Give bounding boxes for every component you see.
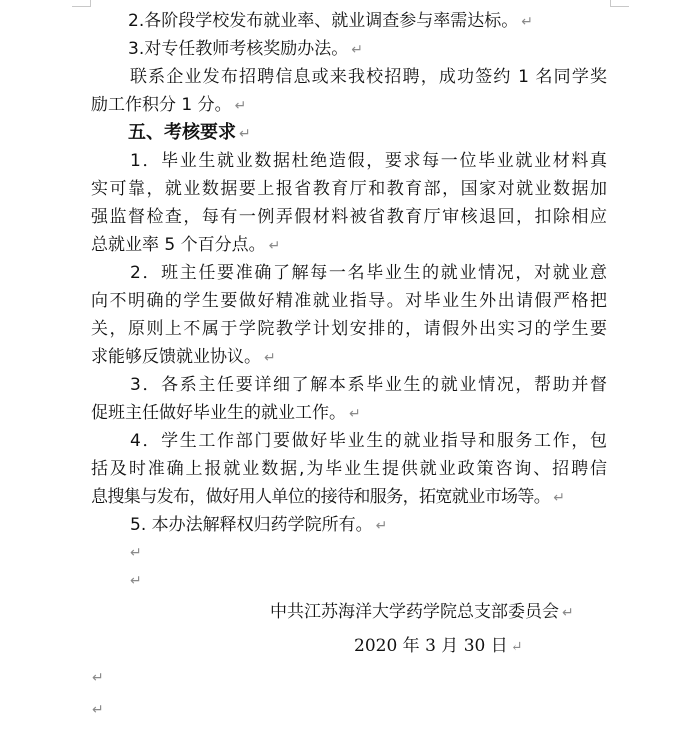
text-line: 励工作积分 1 分。 ↵ — [91, 95, 247, 115]
page-corner-mark-right — [610, 0, 629, 7]
text-line: 关，原则上不属于学院教学计划安排的，请假外出实习的学生要 — [91, 319, 607, 339]
paragraph-mark-icon: ↵ — [351, 42, 363, 58]
signature-org: 中共江苏海洋大学药学院总支部委员会 ↵ — [270, 602, 574, 622]
paragraph-mark-icon: ↵ — [375, 518, 388, 534]
paragraph-mark-icon: ↵ — [510, 639, 523, 655]
paragraph-mark-icon: ↵ — [553, 490, 565, 506]
text-line: 括及时准确上报就业数据,为毕业生提供就业政策咨询、招聘信 — [91, 459, 607, 479]
paragraph-mark-icon: ↵ — [92, 702, 104, 718]
paragraph-mark-icon: ↵ — [268, 238, 281, 254]
paragraph-mark-icon: ↵ — [239, 126, 251, 142]
text-line: 3.对专任教师考核奖励办法。 ↵ — [128, 39, 363, 59]
page-corner-mark-left — [72, 0, 91, 7]
paragraph-mark-icon: ↵ — [234, 98, 247, 114]
paragraph-mark-icon: ↵ — [264, 350, 276, 366]
paragraph-mark-icon: ↵ — [92, 670, 104, 686]
text-line: 求能够反馈就业协议。 ↵ — [91, 347, 276, 367]
text-line: 强监督检查，每有一例弄假材料被省教育厅审核退回，扣除相应 — [91, 207, 607, 227]
paragraph-mark-icon: ↵ — [130, 573, 142, 589]
paragraph-mark-icon: ↵ — [130, 545, 142, 561]
text-line: 5. 本办法解释权归药学院所有。 ↵ — [130, 515, 388, 535]
text-line: 3．各系主任要详细了解本系毕业生的就业情况，帮助并督 — [130, 375, 607, 395]
paragraph-mark-icon: ↵ — [349, 406, 361, 422]
paragraph-mark-icon: ↵ — [521, 14, 533, 30]
text-line: 息搜集与发布，做好用人单位的接待和服务，拓宽就业市场等。 ↵ — [91, 487, 565, 507]
paragraph-mark-icon: ↵ — [562, 605, 574, 621]
section-heading: 五、考核要求 ↵ — [128, 122, 251, 143]
signature-date: 2020 年 3 月 30 日 ↵ — [354, 636, 523, 656]
text-line: 4．学生工作部门要做好毕业生的就业指导和服务工作，包 — [130, 431, 607, 451]
text-line: 向不明确的学生要做好精准就业指导。对毕业生外出请假严格把 — [91, 291, 607, 311]
text-line: 联系企业发布招聘信息或来我校招聘，成功签约 1 名同学奖 — [130, 67, 607, 87]
text-line: 促班主任做好毕业生的就业工作。 ↵ — [91, 403, 361, 423]
text-line: 2.各阶段学校发布就业率、就业调查参与率需达标。 ↵ — [128, 11, 533, 31]
text-line: 1．毕业生就业数据杜绝造假，要求每一位毕业就业材料真 — [130, 151, 607, 171]
text-line: 2．班主任要准确了解每一名毕业生的就业情况，对就业意 — [130, 263, 607, 283]
text-line: 总就业率 5 个百分点。 ↵ — [91, 235, 281, 255]
text-line: 实可靠，就业数据要上报省教育厅和教育部，国家对就业数据加 — [91, 179, 607, 199]
